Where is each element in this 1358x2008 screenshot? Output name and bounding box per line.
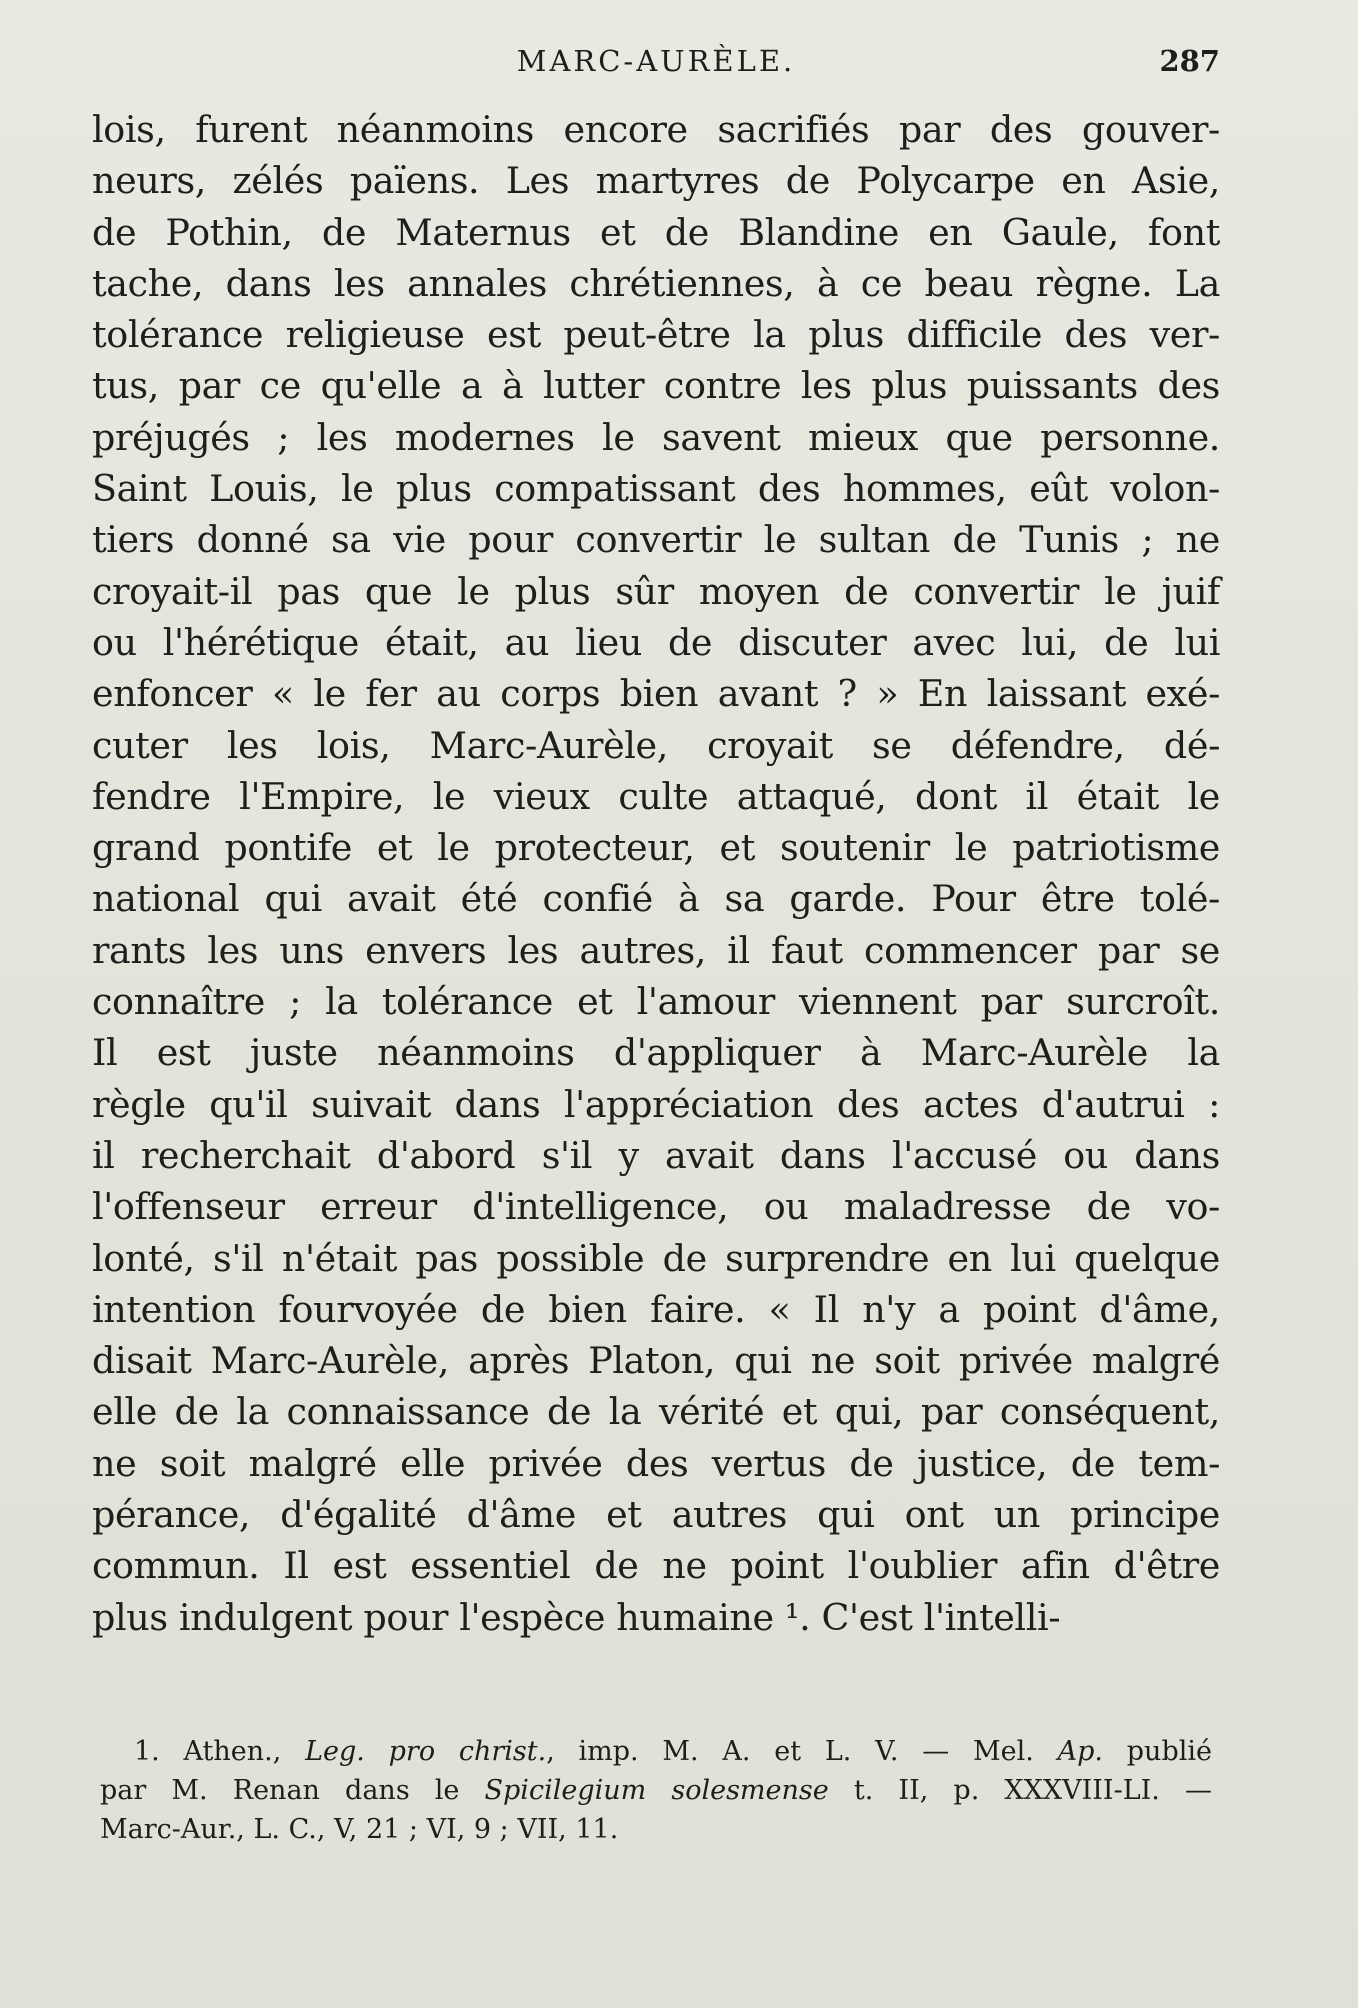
text-line: pérance, d'égalité d'âme et autres qui ont un principe [92,1493,1220,1537]
text-line: national qui avait été confié à sa garde. Pour être tolé- [92,877,1220,921]
text-line: cuter les lois, Marc-Aurèle, croyait se défendre, dé- [92,723,1220,767]
text-line: tache, dans les annales chrétiennes, à ce beau règne. La [92,261,1220,305]
text-line: intention fourvoyée de bien faire. « Il n'y a point d'âme, [92,1287,1220,1331]
text-line: enfoncer « le fer au corps bien avant ? » En laissant exé- [92,672,1220,716]
footnote-text: publié [1103,1736,1212,1767]
footnote-italic: Leg. pro christ. [305,1736,547,1767]
text-line: Il est juste néanmoins d'appliquer à Marc-Aurèle la [92,1031,1220,1075]
text-line: lonté, s'il n'était pas possible de surprendre en lui quelque [92,1236,1220,1280]
text-line: tus, par ce qu'elle a à lutter contre les plus puissants des [92,364,1220,408]
running-title: MARC-AURÈLE. [516,44,796,78]
footnote-line: Marc-Aur., L. C., V, 21 ; VI, 9 ; VII, 11. [100,1814,619,1845]
text-line: elle de la connaissance de la vérité et qui, par conséquent, [92,1390,1220,1434]
text-line: règle qu'il suivait dans l'appréciation des actes d'autrui : [92,1082,1220,1126]
text-line: connaître ; la tolérance et l'amour viennent par surcroît. [92,980,1220,1024]
text-line: lois, furent néanmoins encore sacrifiés par des gouver- [92,108,1220,151]
footnote-line [100,1732,1212,1771]
footnote-text: par M. Renan dans le [100,1775,485,1806]
text-line: grand pontife et le protecteur, et soutenir le patriotisme [92,826,1220,870]
footnote-italic: Ap. [1057,1736,1103,1767]
text-line: commun. Il est essentiel de ne point l'oublier afin d'être [92,1544,1220,1588]
footnote-italic: Spicilegium solesmense [484,1775,829,1806]
text-line: neurs, zélés païens. Les martyres de Polycarpe en Asie, [92,159,1220,203]
text-line: tiers donné sa vie pour convertir le sultan de Tunis ; ne [92,518,1220,562]
text-line: tolérance religieuse est peut-être la plus difficile des ver- [92,313,1220,357]
footnote [100,1732,1212,1849]
text-line: croyait-il pas que le plus sûr moyen de convertir le juif [92,569,1220,613]
footnote-text: t. II, p. XXXVIII-LI. — [828,1775,1212,1806]
body-text [92,104,1220,1643]
text-line: ou l'hérétique était, au lieu de discuter avec lui, de lui [92,620,1220,664]
page-number: 287 [1159,44,1220,78]
text-line: de Pothin, de Maternus et de Blandine en Gaule, font [92,210,1220,254]
text-line: ne soit malgré elle privée des vertus de justice, de tem- [92,1441,1220,1485]
text-line: fendre l'Empire, le vieux culte attaqué, dont il était le [92,774,1220,818]
text-line: l'offenseur erreur d'intelligence, ou maladresse de vo- [92,1185,1220,1229]
text-line: plus indulgent pour l'espèce humaine ¹. C'est l'intelli- [92,1595,1061,1639]
text-line: il recherchait d'abord s'il y avait dans l'accusé ou dans [92,1133,1220,1177]
text-line: Saint Louis, le plus compatissant des hommes, eût volon- [92,467,1220,511]
footnote-line [100,1771,1212,1810]
text-line: rants les uns envers les autres, il faut commencer par se [92,928,1220,972]
text-line: disait Marc-Aurèle, après Platon, qui ne soit privée malgré [92,1339,1220,1383]
footnote-text: , imp. M. A. et L. V. — Mel. [546,1736,1058,1767]
text-line: préjugés ; les modernes le savent mieux que personne. [92,415,1220,459]
page-header [92,44,1220,94]
footnote-text: 1. Athen., [134,1736,306,1767]
